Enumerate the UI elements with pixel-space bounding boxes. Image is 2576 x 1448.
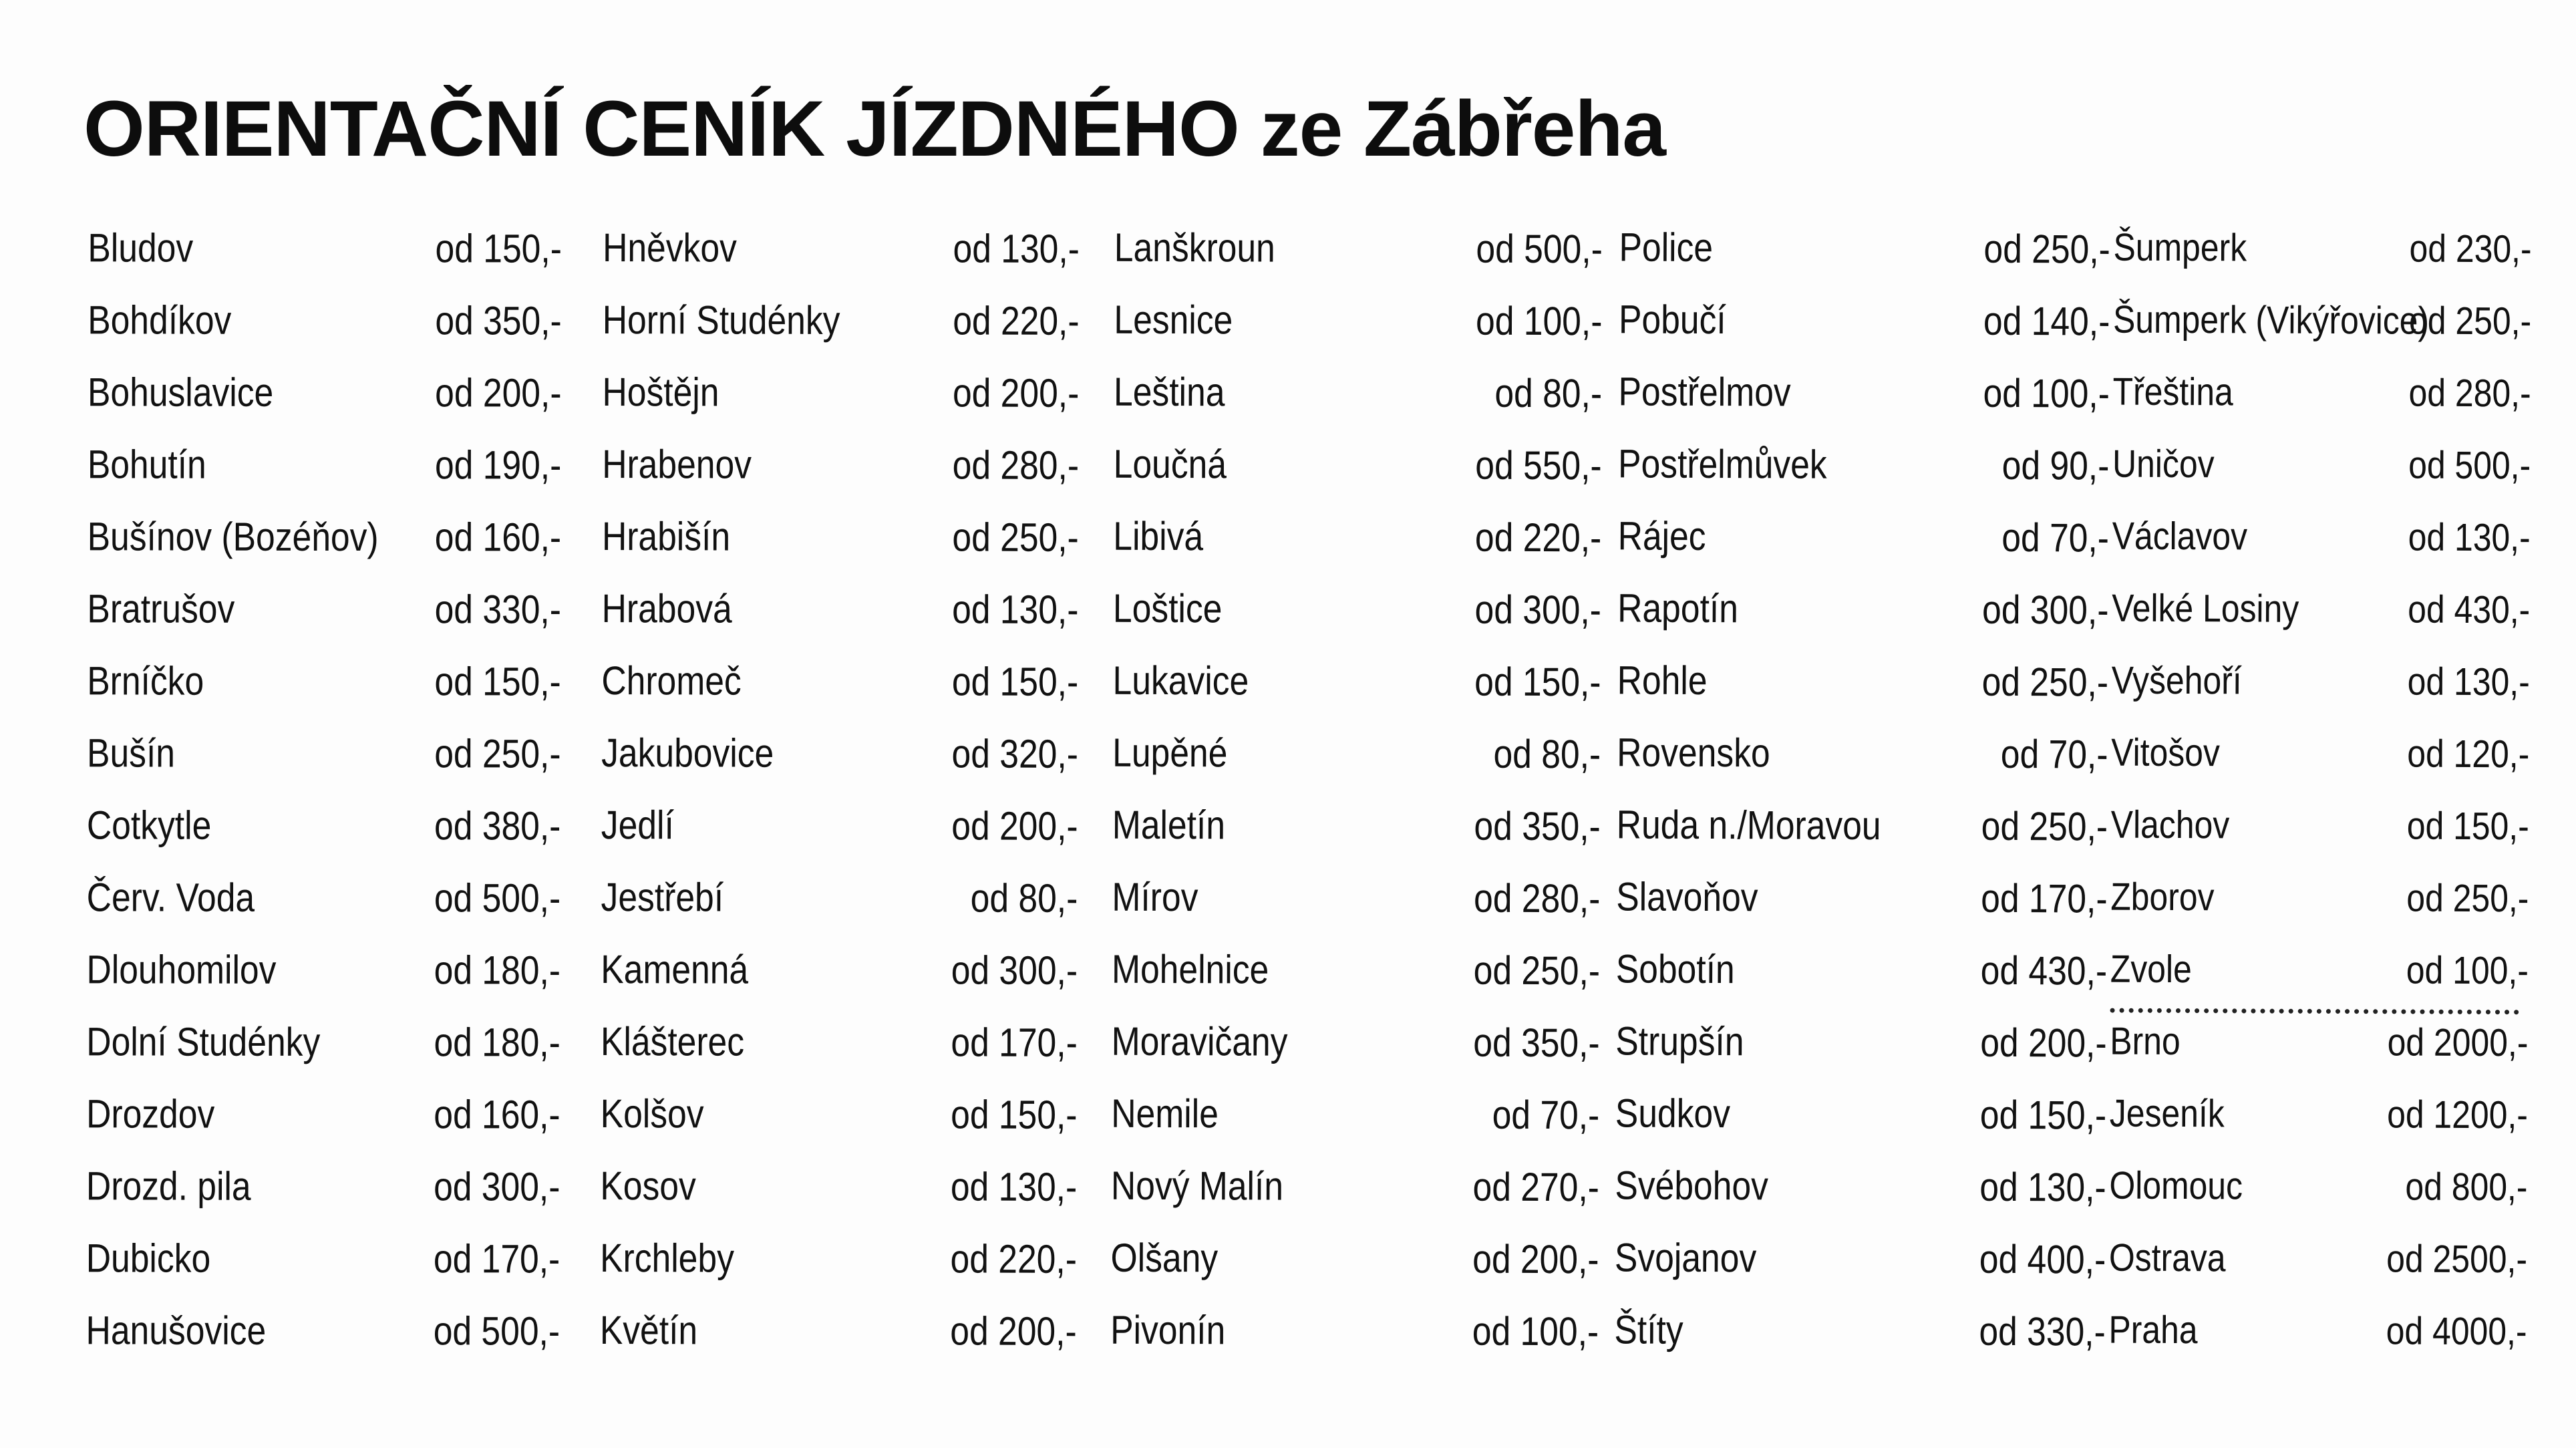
destination-name: Dubicko xyxy=(86,1236,211,1281)
fare-price: od 90,- xyxy=(2001,442,2110,488)
price-row xyxy=(601,789,1078,863)
fare-price: od 200,- xyxy=(950,1308,1077,1354)
fare-price: od 4000,- xyxy=(2386,1309,2527,1354)
page-title: ORIENTAČNÍ CENÍK JÍZDNÉHO ze Zábřeha xyxy=(84,85,1666,173)
fare-price: od 500,- xyxy=(433,1308,560,1354)
fare-price: od 250,- xyxy=(1981,659,2109,705)
fare-price: od 180,- xyxy=(434,948,561,993)
price-column-4 xyxy=(1614,211,2110,1368)
destination-name: Praha xyxy=(2108,1308,2198,1352)
destination-name: Krchleby xyxy=(600,1236,735,1281)
destination-name: Maletín xyxy=(1112,802,1226,848)
destination-name: Slavoňov xyxy=(1616,874,1758,920)
fare-price: od 280,- xyxy=(2408,371,2531,416)
price-row xyxy=(602,573,1079,646)
fare-price: od 1200,- xyxy=(2387,1093,2529,1137)
fare-price: od 150,- xyxy=(434,659,561,704)
destination-name: Kamenná xyxy=(601,947,749,992)
destination-name: Leština xyxy=(1113,369,1225,415)
destination-name: Květín xyxy=(599,1308,698,1353)
price-row xyxy=(602,500,1079,574)
price-row xyxy=(2110,1078,2529,1152)
destination-name: Štíty xyxy=(1614,1307,1683,1352)
price-row xyxy=(1114,428,1602,502)
destination-name: Ruda n./Moravou xyxy=(1616,802,1881,849)
destination-name: Hrabová xyxy=(601,586,732,631)
destination-name: Strupšín xyxy=(1615,1018,1744,1064)
destination-name: Mírov xyxy=(1112,874,1198,920)
destination-name: Vyšehoří xyxy=(2111,658,2242,703)
destination-name: Loštice xyxy=(1112,585,1223,631)
fare-price: od 100,- xyxy=(1472,1308,1599,1354)
fare-price: od 100,- xyxy=(2406,948,2529,993)
price-row xyxy=(600,1150,1077,1223)
price-row xyxy=(2112,500,2531,575)
destination-name: Postřelmůvek xyxy=(1617,441,1827,487)
destination-name: Dlouhomilov xyxy=(86,947,277,992)
fare-price: od 350,- xyxy=(435,298,562,343)
price-row xyxy=(86,1078,560,1151)
destination-name: Bohuslavice xyxy=(87,370,274,415)
fare-price: od 130,- xyxy=(952,587,1079,632)
fare-price: od 330,- xyxy=(434,587,562,632)
destination-name: Olšany xyxy=(1110,1235,1219,1281)
destination-name: Červ. Voda xyxy=(86,875,255,920)
fare-price: od 230,- xyxy=(2409,227,2532,271)
destination-name: Kosov xyxy=(600,1163,696,1209)
price-row xyxy=(602,428,1079,502)
destination-name: Police xyxy=(1619,225,1714,271)
fare-price: od 170,- xyxy=(433,1236,560,1282)
destination-name: Brno xyxy=(2110,1019,2181,1064)
price-row xyxy=(2108,1294,2527,1368)
destination-name: Šumperk xyxy=(2113,225,2247,270)
fare-price: od 180,- xyxy=(434,1020,560,1065)
destination-name: Pivonín xyxy=(1110,1307,1226,1353)
fare-price: od 130,- xyxy=(950,1164,1078,1209)
fare-price: od 380,- xyxy=(434,803,561,849)
fare-price: od 100,- xyxy=(1475,298,1603,344)
destination-name: Hanušovice xyxy=(86,1308,267,1353)
price-row xyxy=(603,284,1080,357)
price-row xyxy=(1112,645,1601,719)
destination-name: Uničov xyxy=(2112,442,2215,486)
fare-price: od 70,- xyxy=(2000,731,2108,777)
destination-name: Vitošov xyxy=(2111,730,2221,775)
destination-name: Zvole xyxy=(2110,947,2192,992)
destination-name: Chromeč xyxy=(601,658,742,704)
price-row xyxy=(88,428,562,501)
fare-price: od 200,- xyxy=(1980,1020,2107,1066)
fare-price: od 80,- xyxy=(1493,731,1601,777)
destination-name: Bušín xyxy=(87,730,176,776)
price-row xyxy=(1615,1077,2107,1151)
price-row xyxy=(86,1150,560,1223)
fare-price: od 500,- xyxy=(2408,443,2531,488)
price-row xyxy=(1114,284,1602,358)
price-row xyxy=(1110,1294,1599,1368)
price-row xyxy=(601,645,1078,718)
fare-price: od 320,- xyxy=(951,731,1079,776)
price-row xyxy=(88,212,562,285)
price-row xyxy=(1110,1222,1599,1296)
fare-price: od 170,- xyxy=(951,1020,1078,1065)
destination-name: Libivá xyxy=(1113,513,1204,559)
destination-name: Hrabišín xyxy=(601,514,731,559)
fare-price: od 250,- xyxy=(2408,299,2532,343)
fare-price: od 300,- xyxy=(434,1164,560,1209)
destination-name: Hoštějn xyxy=(602,370,719,415)
destination-name: Cotkytle xyxy=(86,803,212,848)
price-row xyxy=(602,356,1079,430)
price-row xyxy=(600,1294,1077,1368)
destination-name: Lanškroun xyxy=(1114,225,1275,271)
price-row xyxy=(2110,933,2529,1008)
destination-name: Pobučí xyxy=(1618,297,1726,343)
fare-price: od 270,- xyxy=(1472,1164,1600,1210)
fare-price: od 220,- xyxy=(953,298,1080,343)
destination-name: Postřelmov xyxy=(1618,369,1791,415)
fare-price: od 200,- xyxy=(1472,1236,1599,1282)
destination-name: Svébohov xyxy=(1615,1163,1769,1209)
fare-price: od 150,- xyxy=(1474,659,1601,705)
destination-name: Bohutín xyxy=(87,442,206,487)
price-row xyxy=(2113,212,2532,286)
price-row xyxy=(2112,428,2531,502)
price-column-3 xyxy=(1110,212,1602,1368)
fare-price: od 250,- xyxy=(952,515,1079,560)
price-column-2 xyxy=(600,212,1091,1368)
fare-price: od 250,- xyxy=(1473,948,1601,994)
fare-price: od 160,- xyxy=(434,515,562,560)
price-row xyxy=(1615,1005,2107,1079)
destination-name: Rohle xyxy=(1617,658,1708,703)
price-row xyxy=(86,1006,560,1078)
price-row xyxy=(2111,717,2530,791)
fare-price: od 150,- xyxy=(951,659,1079,704)
price-row xyxy=(86,933,560,1006)
price-column-5 xyxy=(2108,212,2548,1368)
price-row xyxy=(2109,1150,2528,1224)
fare-price: od 80,- xyxy=(1494,370,1603,416)
price-row xyxy=(1618,428,2110,502)
fare-price: od 200,- xyxy=(952,370,1080,416)
price-row xyxy=(601,1078,1078,1151)
price-row xyxy=(86,1222,560,1295)
fare-price: od 280,- xyxy=(952,442,1080,488)
price-row xyxy=(1114,356,1602,430)
destination-name: Nový Malín xyxy=(1110,1163,1284,1209)
fare-price: od 150,- xyxy=(435,226,562,271)
destination-name: Sobotín xyxy=(1615,946,1735,992)
destination-name: Horní Studénky xyxy=(602,297,840,343)
price-row xyxy=(1616,933,2108,1007)
destination-name: Dolní Studénky xyxy=(86,1019,321,1064)
fare-price: od 70,- xyxy=(1492,1092,1600,1138)
price-row xyxy=(88,356,562,429)
destination-name: Bohdíkov xyxy=(88,297,232,343)
price-row xyxy=(1619,211,2110,285)
fare-price: od 250,- xyxy=(1983,226,2110,272)
destination-name: Rájec xyxy=(1617,513,1706,559)
price-row xyxy=(87,789,561,862)
price-row xyxy=(603,212,1080,285)
fare-price: od 200,- xyxy=(951,803,1078,849)
price-row xyxy=(1617,716,2108,790)
price-row xyxy=(1617,500,2109,574)
fare-price: od 250,- xyxy=(434,731,561,776)
price-row xyxy=(2110,861,2529,935)
price-row xyxy=(1113,573,1601,647)
fare-price: od 500,- xyxy=(1476,226,1603,272)
fare-price: od 330,- xyxy=(1979,1308,2106,1354)
fare-price: od 300,- xyxy=(1981,587,2109,633)
price-row xyxy=(601,933,1078,1007)
price-row xyxy=(600,1222,1077,1296)
fare-price: od 120,- xyxy=(2407,732,2530,776)
destination-name: Lukavice xyxy=(1112,658,1249,704)
destination-name: Jeseník xyxy=(2109,1091,2225,1136)
fare-price: od 800,- xyxy=(2405,1165,2528,1209)
price-row xyxy=(87,573,561,645)
destination-name: Hrabenov xyxy=(602,442,752,487)
fare-price: od 430,- xyxy=(2408,587,2531,632)
fare-price: od 300,- xyxy=(1474,587,1602,633)
destination-name: Svojanov xyxy=(1614,1235,1757,1281)
price-row xyxy=(1111,1078,1599,1152)
price-row xyxy=(601,1006,1078,1079)
fare-price: od 100,- xyxy=(1983,370,2110,416)
fare-price: od 220,- xyxy=(950,1236,1078,1282)
destination-name: Drozd. pila xyxy=(86,1163,251,1209)
price-row xyxy=(2111,789,2530,863)
destination-name: Loučná xyxy=(1113,441,1227,487)
destination-name: Jakubovice xyxy=(601,730,774,776)
price-row xyxy=(1112,933,1600,1008)
destination-name: Ostrava xyxy=(2108,1236,2226,1280)
fare-price: od 350,- xyxy=(1474,803,1601,849)
price-row xyxy=(2109,1222,2528,1296)
price-row xyxy=(2111,645,2530,719)
fare-price: od 150,- xyxy=(2406,804,2529,849)
price-row xyxy=(88,500,562,573)
fare-price: od 220,- xyxy=(1474,515,1602,561)
destination-name: Bludov xyxy=(88,225,194,271)
fare-price: od 150,- xyxy=(1979,1092,2107,1138)
price-row xyxy=(1112,861,1600,935)
price-row xyxy=(1614,1294,2106,1368)
price-row xyxy=(1615,1221,2106,1296)
fare-price: od 80,- xyxy=(970,875,1078,921)
destination-name: Rovensko xyxy=(1617,730,1770,776)
price-row xyxy=(1619,283,2110,357)
destination-name: Jestřebí xyxy=(601,875,724,920)
price-row xyxy=(86,1294,560,1367)
price-row xyxy=(1617,572,2109,646)
fare-price: od 250,- xyxy=(2406,876,2529,921)
fare-price: od 130,- xyxy=(1979,1164,2106,1210)
price-row xyxy=(1617,788,2108,863)
price-row xyxy=(1617,644,2108,718)
fare-price: od 430,- xyxy=(1980,948,2108,994)
fare-price: od 250,- xyxy=(1981,803,2108,849)
fare-price: od 130,- xyxy=(2407,660,2530,704)
fare-price: od 2000,- xyxy=(2387,1020,2529,1065)
price-row xyxy=(2112,356,2531,430)
destination-name: Šumperk (Vikýřovice) xyxy=(2112,297,2430,343)
price-row xyxy=(87,645,561,718)
fare-price: od 150,- xyxy=(951,1092,1078,1137)
destination-name: Bušínov (Bozéňov) xyxy=(87,514,379,560)
price-row xyxy=(2113,284,2532,358)
destination-name: Vlachov xyxy=(2110,803,2230,847)
price-row xyxy=(1113,500,1601,575)
price-row xyxy=(1111,1150,1599,1224)
destination-name: Lupěné xyxy=(1112,730,1228,776)
price-row xyxy=(1618,355,2110,430)
destination-name: Hněvkov xyxy=(603,225,737,271)
destination-name: Moravičany xyxy=(1111,1018,1288,1064)
destination-name: Drozdov xyxy=(86,1091,215,1137)
fare-price: od 190,- xyxy=(434,442,562,488)
destination-name: Nemile xyxy=(1111,1091,1219,1137)
price-row xyxy=(1114,212,1603,286)
price-columns xyxy=(0,212,2576,1389)
fare-price: od 130,- xyxy=(2408,515,2531,560)
destination-name: Jedlí xyxy=(601,803,674,848)
fare-price: od 140,- xyxy=(1983,298,2110,344)
fare-price: od 160,- xyxy=(434,1092,560,1137)
destination-name: Klášterec xyxy=(600,1019,745,1064)
destination-name: Mohelnice xyxy=(1111,946,1269,992)
destination-name: Lesnice xyxy=(1114,297,1233,343)
fare-price: od 300,- xyxy=(951,948,1078,993)
price-row xyxy=(1112,717,1601,791)
destination-name: Velké Losiny xyxy=(2112,586,2299,631)
price-row xyxy=(1111,1006,1599,1080)
price-row xyxy=(1616,861,2108,935)
destination-name: Rapotín xyxy=(1617,585,1739,631)
destination-name: Zborov xyxy=(2110,875,2215,919)
price-row xyxy=(601,717,1078,790)
price-row xyxy=(601,861,1078,935)
fare-price: od 550,- xyxy=(1475,442,1602,488)
price-row xyxy=(2112,573,2531,647)
fare-price: od 130,- xyxy=(953,226,1080,271)
price-row xyxy=(2110,1006,2529,1080)
price-column-1 xyxy=(86,212,575,1367)
destination-name: Sudkov xyxy=(1615,1091,1731,1137)
price-row xyxy=(87,861,561,934)
price-row xyxy=(88,284,562,357)
destination-name: Bratrušov xyxy=(87,586,235,631)
price-row xyxy=(1112,789,1601,863)
fare-price: od 400,- xyxy=(1979,1236,2106,1282)
destination-name: Olomouc xyxy=(2109,1163,2243,1208)
fare-price: od 200,- xyxy=(435,370,562,416)
destination-name: Václavov xyxy=(2112,514,2248,559)
fare-price: od 350,- xyxy=(1473,1020,1600,1066)
destination-name: Brníčko xyxy=(87,658,204,704)
price-row xyxy=(87,717,561,790)
fare-price: od 500,- xyxy=(434,875,561,921)
fare-price: od 2500,- xyxy=(2386,1237,2528,1282)
fare-price: od 70,- xyxy=(2001,515,2110,561)
fare-price: od 280,- xyxy=(1473,875,1601,921)
price-row xyxy=(1615,1149,2106,1223)
destination-name: Třeština xyxy=(2112,370,2233,414)
fare-price: od 170,- xyxy=(1981,875,2108,921)
destination-name: Kolšov xyxy=(600,1091,704,1137)
